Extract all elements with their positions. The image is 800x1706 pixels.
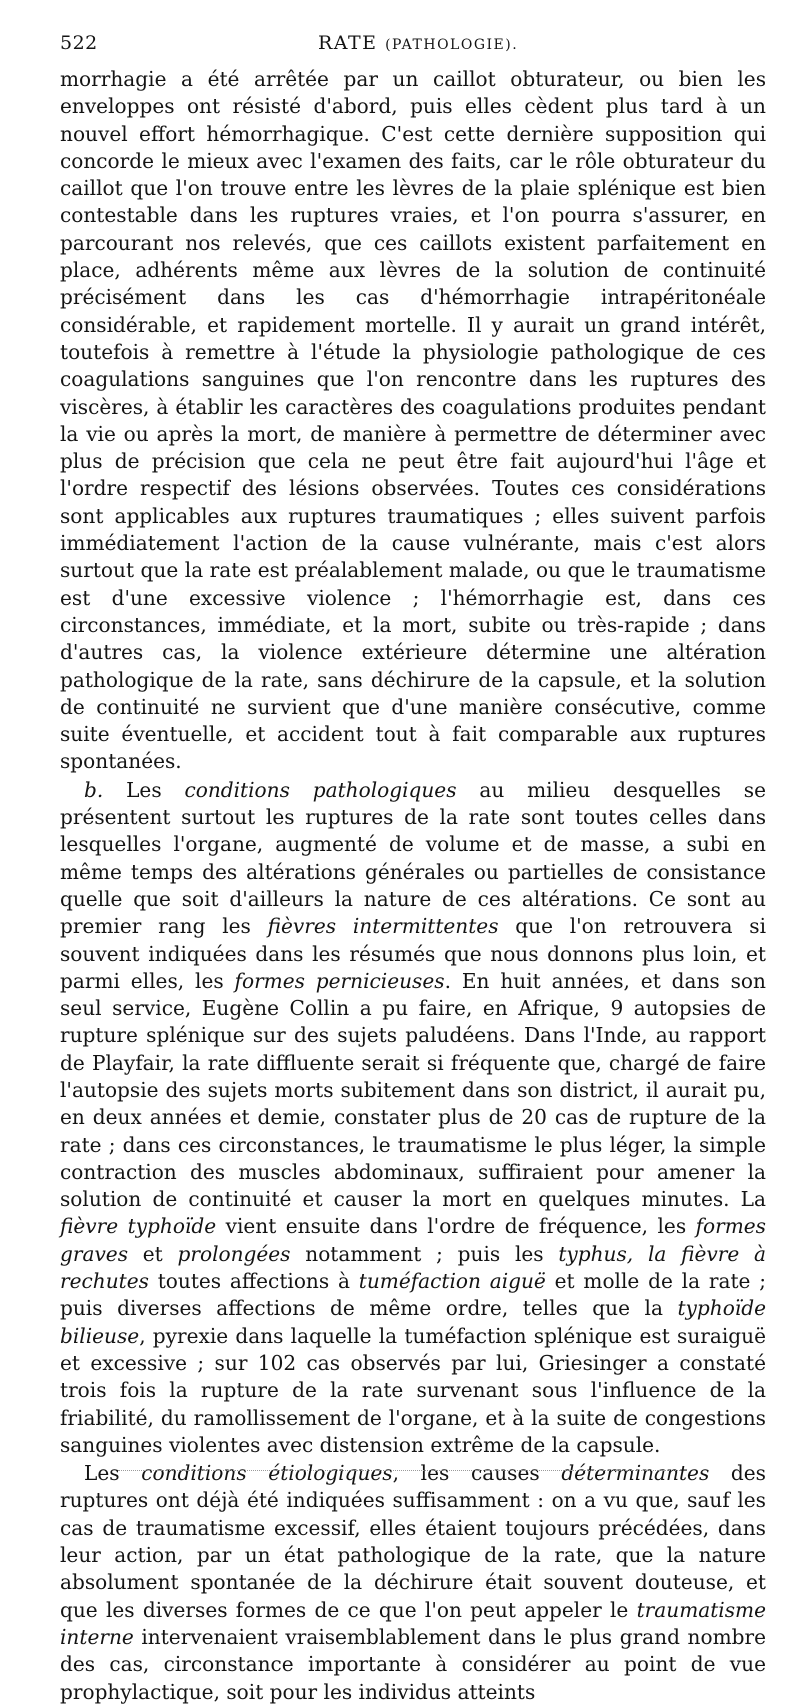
text-run: des ruptures ont déjà été indiquées suffisamment : on a vu que, sauf les cas de traumatisme excessif, elles étaient toujours précédées, dans leur action, par un état pathologique de la rate, que la nature absolument spontanée de la déchirure était souvent douteuse, et que les diverses formes de ce que l'on peut appeler le	[60, 1461, 766, 1622]
text-run: au milieu desquelles se présentent surtout les ruptures de la rate sont toutes celles dans lesquelles l'organe, augmenté de volume et de masse, a subi en même temps des altérations générales ou partielles de consistance quelle que soit d'ailleurs la nature de ces altérations. Ce sont au premier rang les	[60, 777, 766, 939]
text-run: intervenaient vraisemblablement dans le plus grand nombre des cas, circonstance importante à considérer au point de vue prophylactique, soit pour les individus atteints	[60, 1624, 766, 1704]
italic-term: traumatisme interne	[60, 1597, 766, 1649]
italic-term: fièvres intermittentes	[267, 914, 499, 939]
text-run: . En huit années, et dans son seul service, Eugène Collin a pu faire, en Afrique, 9 autopsies de rupture splénique sur des sujets paludéens. Dans l'Inde, au rapport de Playfair, la rate diffluente serait si fréquente que, chargé de faire l'autopsie des sujets morts subitement dans son district, il aurait pu, en deux années et demie, constater plus de 20 cas de rupture de la rate ; dans ces circonstances, le traumatisme le plus léger, la simple contraction des muscles abdominaux, suffiraient pour amener la solution de continuité et causer la mort en quelques minutes. La	[60, 968, 766, 1212]
italic-term: conditions étiologiques	[141, 1461, 393, 1486]
section-letter-b: b.	[84, 777, 104, 802]
text-run: , pyrexie dans laquelle la tuméfaction splénique est suraiguë et excessive ; sur 102 cas observés par lui, Griesinger a constaté trois fois la rupture de la rate survenant sous l'influence de la friabilité, du ramollissement de l'organe, et à la suite de congestions sanguines violentes avec distension extrême de la capsule.	[60, 1323, 766, 1457]
italic-term: typhus, la fièvre à rechutes	[60, 1241, 766, 1294]
text-run: , les causes	[392, 1461, 562, 1486]
running-title	[318, 32, 518, 54]
text-run: vient ensuite dans l'ordre de fréquence, les	[216, 1214, 696, 1239]
paragraph-etiology	[60, 1460, 766, 1706]
text-run: et	[128, 1241, 178, 1266]
text-run: Les	[103, 777, 185, 802]
footer-dotted-rule	[118, 1470, 680, 1471]
text-run: que l'on retrouvera si souvent indiquées dans les résumés que nous donnons plus loin, et parmi elles, les	[60, 914, 766, 993]
text-run: toutes affections à	[148, 1269, 359, 1294]
running-title-subtitle: (PATHOLOGIE).	[385, 37, 519, 53]
italic-term: prolongées	[177, 1241, 291, 1266]
paragraph-b	[60, 777, 766, 1459]
italic-term: conditions pathologiques	[184, 777, 457, 802]
italic-term: typhoïde bilieuse	[60, 1296, 766, 1348]
italic-term: déterminantes	[561, 1461, 710, 1486]
text-run: notamment ; puis les	[290, 1241, 559, 1266]
italic-term: formes pernicieuses	[234, 968, 445, 993]
paragraph-b-text	[60, 778, 766, 1457]
italic-term: tuméfaction aiguë	[358, 1269, 546, 1294]
italic-term: formes graves	[60, 1214, 766, 1266]
text-run: Les	[84, 1461, 142, 1486]
running-header	[60, 30, 780, 60]
italic-term: fièvre typhoïde	[60, 1214, 217, 1239]
text-run: et molle de la rate ; puis diverses affections de même ordre, telles que la	[60, 1269, 766, 1321]
paragraph-continuation: morrhagie a été arrêtée par un caillot obturateur, ou bien les enveloppes ont résisté d'abord, puis elles cèdent plus tard à un nouvel effort hémorrhagique. C'est cette dernière supposition qui concorde le mieux avec l'examen des faits, car le rôle obturateur du caillot que l'on trouve entre les lèvres de la plaie splénique est bien contestable dans les ruptures vraies, et l'on pourra s'assurer, en parcourant nos relevés, que ces caillots existent parfaitement en place, adhérents même aux lèvres de la solution de continuité précisément dans les cas d'hémorrhagie intrapéritonéale considérable, et rapidement mortelle. Il y aurait un grand intérêt, toutefois à remettre à l'étude la physiologie pathologique de ces coagulations sanguines que l'on rencontre dans les ruptures des viscères, à établir les caractères des coagulations produites pendant la vie ou après la mort, de manière à permettre de déterminer avec plus de précision que cela ne peut être fait aujourd'hui l'âge et l'ordre respectif des lésions observées. Toutes ces considérations sont applicables aux ruptures traumatiques ; elles suivent parfois immédiatement l'action de la cause vulnérante, mais c'est alors surtout que la rate est préalablement malade, ou que le traumatisme est d'une excessive violence ; l'hémorrhagie est, dans ces circonstances, immédiate, et la mort, subite ou très-rapide ; dans d'autres cas, la violence extérieure détermine une altération pathologique de la rate, sans déchirure de la capsule, et la solution de continuité ne survient que d'une manière consécutive, comme suite éventuelle, et accident tout à fait comparable aux ruptures spontanées.	[60, 67, 766, 774]
page-number: 522	[60, 32, 98, 54]
paragraph-etiology-text	[60, 1461, 766, 1703]
body-text	[60, 66, 766, 1706]
running-title-main: RATE	[318, 32, 378, 54]
